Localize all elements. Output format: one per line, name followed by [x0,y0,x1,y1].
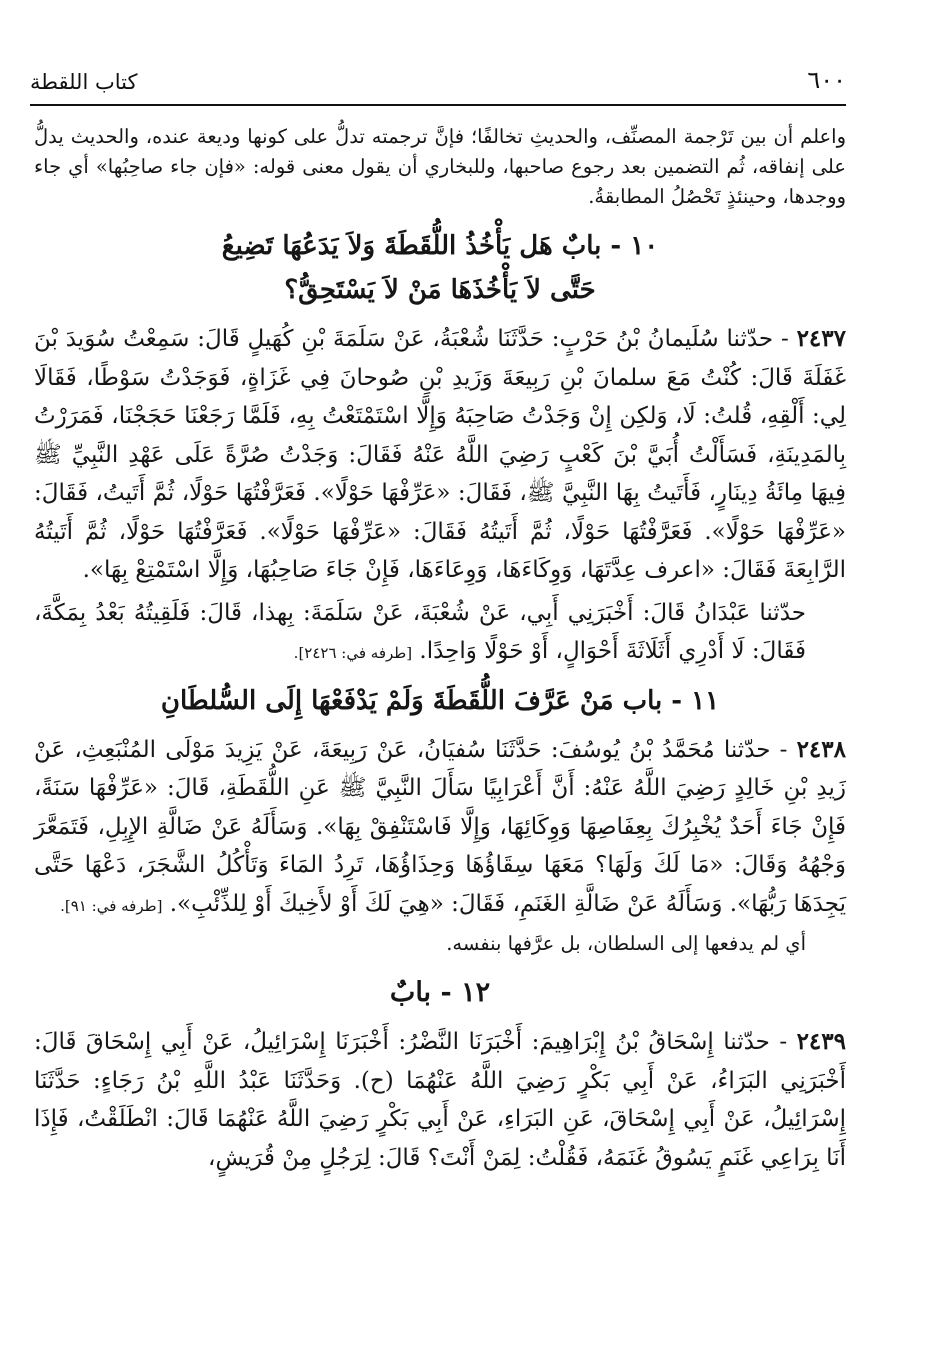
page-number: ٦٠٠ [807,66,846,94]
explanatory-note: أي لم يدفعها إلى السلطان، بل عرَّفها بنفسه. [446,932,806,955]
chapter-heading-11 [34,679,846,723]
chapter-heading-12 [34,971,846,1015]
hadith-2437 [34,320,846,590]
chapter-11-title: ١١ - باب مَنْ عَرَّفَ اللُّقَطَةَ وَلَمْ يَدْفَعْهَا إِلَى السُّلطَانِ [160,685,720,716]
page-content [34,122,846,1181]
cross-reference: [طرفه في: ٢٤٢٦]. [293,644,413,662]
commentary-paragraph: واعلم أن بين تَرْجمة المصنِّف، والحديثِ تخالفًا؛ فإنَّ ترجمته تدلُّ على كونها وديعة عنده، والحديث يدلُّ على إنفاقه، ثُم التضمين بعد رجوع صاحبها، وللبخاري أن يقول معنى قوله: «فإن جاء صاحِبُها» أي جاء ووجدها، وحينئذٍ تَحْصُلُ المطابقةُ. [34,125,846,208]
hadith-2437-second-chain [34,594,846,673]
page-header [30,62,846,102]
chapter-10-title-line-2: حَتَّى لاَ يَأْخُذَهَا مَنْ لاَ يَسْتَحِقُّ؟ [284,275,596,305]
chapter-heading-10 [34,224,846,312]
running-title: كتاب اللقطة [30,70,138,94]
hadith-2438 [34,731,846,926]
hadith-text: حدّثنا عَبْدَانُ قَالَ: أَخْبَرَنِي أَبِي، عَنْ شُعْبَةَ، عَنْ سَلَمَةَ: بِهذا، قَالَ: فَلَقِيتُهُ بَعْدُ بِمَكَّةَ، فَقَالَ: لَا أَدْرِي أَثَلَاثَةَ أَحْوَالٍ، أَوْ حَوْلًا وَاحِدًا. [34,599,806,664]
hadith-text: - حدّثنا مُحَمَّدُ بْنُ يُوسُفَ: حَدَّثَنَا سُفيَانُ، عَنْ رَبِيعَةَ، عَنْ يَزِيدَ مَوْلَى المُنْبَعِثِ، عَنْ زَيدِ بْنِ خَالِدٍ رَضِيَ اللَّهُ عَنْهُ: أَنَّ أَعْرَابِيًا سَأَلَ النَّبِيَّ ﷺ عَنِ اللُّقَطَةِ، قَالَ: «عَرِّفْهَا سَنَةً، فَإِنْ جَاءَ أَحَدٌ يُخْبِرُكَ بِعِفَاصِهَا وَوِكَائِهَا، وَإِلَّا فَاسْتَنْفِقْ بِهَا». وَسَأَلَهُ عَنْ ضَالَّةِ الإِبِلِ، فَتَمَعَّرَ وَجْهُهُ وَقَالَ: «مَا لَكَ وَلَهَا؟ مَعَهَا سِقَاؤُهَا وَحِذَاؤُهَا، تَرِدُ المَاءَ وَتَأْكُلُ الشَّجَرَ، دَعْهَا حَتَّى يَجِدَهَا رَبُّهَا». وَسَأَلَهُ عَنْ ضَالَّةِ الغَنَمِ، فَقَالَ: «هِيَ لَكَ أَوْ لأَخِيكَ أَوْ لِلذِّئْبِ». [34,736,846,917]
cross-reference: [طرفه في: ٩١]. [60,896,163,915]
chapter-12-title: ١٢ - بابٌ [389,977,491,1008]
hadith-2439 [34,1023,846,1177]
chapter-10-title-line-1: ١٠ - بابٌ هَل يَأْخُذُ اللُّقَطَةَ وَلاَ يَدَعُهَا تَضِيعُ [221,231,659,261]
hadith-number: ٢٤٣٨ [796,735,846,763]
hadith-number: ٢٤٣٧ [796,325,846,352]
hadith-number: ٢٤٣٩ [796,1028,846,1055]
hadith-text: - حدّثنا إِسْحَاقُ بْنُ إِبْرَاهِيمَ: أَخْبَرَنَا النَّضْرُ: أَخْبَرَنَا إِسْرَائِيلُ، عَنْ أَبِي إِسْحَاقَ قَالَ: أَخْبَرَنِي البَرَاءُ، عَنْ أَبِي بَكْرٍ رَضِيَ اللَّهُ عَنْهُمَا (ح). وَحَدَّثَنَا عَبْدُ اللَّهِ بْنُ رَجَاءٍ: حَدَّثَنَا إِسْرَائِيلُ، عَنْ أَبِي إِسْحَاقَ، عَنِ البَرَاءِ، عَنْ أَبِي بَكْرٍ رَضِيَ اللَّهُ عَنْهُمَا قَالَ: انْطَلَقْتُ، فَإِذَا أَنَا بِرَاعِي غَنَمٍ يَسُوقُ غَنَمَهُ، فَقُلْتُ: لِمَنْ أَنْتَ؟ قَالَ: لِرَجُلٍ مِنْ قُرَيشٍ، [34,1029,846,1171]
hadith-text: - حدّثنا سُلَيمانُ بْنُ حَرْبٍ: حَدَّثَنَا شُعْبَةُ، عَنْ سَلَمَةَ بْنِ كُهَيلٍ قَالَ: سَمِعْتُ سُوَيدَ بْنَ غَفَلَةَ قَالَ: كُنْتُ مَعَ سلمانَ بْنِ رَبِيعَةَ وَزَيدِ بْنِ صُوحانَ فِي غَزَاةٍ، فَوَجَدْتُ سَوْطًا، فَقَالَا لِي: أَلْقِهِ، قُلتُ: لَا، وَلكِن إِنْ وَجَدْتُ صَاحِبَهُ وَإِلَّا اسْتَمْتَعْتُ بِهِ، فَلَمَّا رَجَعْنَا حَجَجْنَا، فَمَرَرْتُ بِالمَدِينَةِ، فَسَأَلْتُ أُبَيَّ بْنَ كَعْبٍ رَضِيَ اللَّهُ عَنْهُ فَقَالَ: وَجَدْتُ صُرَّةً عَلَى عَهْدِ النَّبِيِّ ﷺ فِيهَا مِائَةُ دِينَارٍ، فَأَتَيتُ بِهَا النَّبِيَّ ﷺ، فَقَالَ: «عَرِّفْهَا حَوْلًا». فَعَرَّفْتُهَا حَوْلًا، ثُمَّ أَتَيتُ، فَقَالَ: «عَرِّفْهَا حَوْلًا». فَعَرَّفْتُهَا حَوْلًا، ثُمَّ أَتَيتُهُ فَقَالَ: «عَرِّفْهَا حَوْلًا». فَعَرَّفْتُهَا حَوْلًا، ثُمَّ أَتَيتُهُ الرَّابِعَةَ فَقَالَ: «اعرف عِدَّتَهَا، وَوِكَاءَهَا، وَوِعَاءَهَا، فَإِنْ جَاءَ صَاحِبُهَا، وَإِلَّا اسْتَمْتِعْ بِهَا». [34,326,846,583]
header-rule [30,104,846,106]
